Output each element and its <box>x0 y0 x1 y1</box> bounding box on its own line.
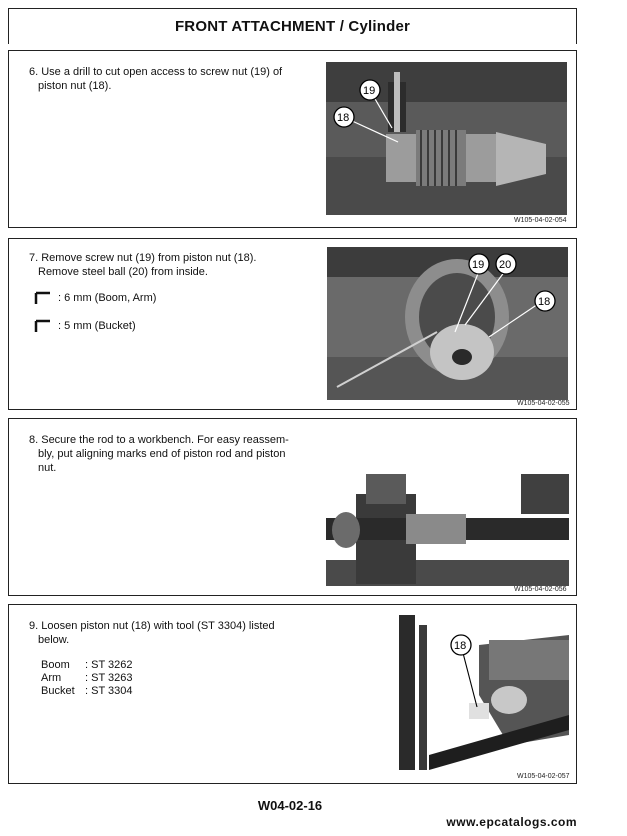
step-8-line-1: 8. Secure the rod to a workbench. For easy reassem- <box>29 434 289 446</box>
step-6-text <box>29 65 309 93</box>
step-panel-6 <box>8 50 577 228</box>
tool-row-arm <box>41 672 133 685</box>
spec-row-bucket <box>34 319 136 333</box>
tool-value: : ST 3304 <box>85 685 133 697</box>
callout-18 <box>334 107 354 127</box>
spec-row-boom-arm <box>34 291 156 305</box>
tool-list <box>41 659 133 698</box>
step-9-line-2: below. <box>38 634 70 646</box>
page-code: W04-02-16 <box>257 798 323 813</box>
step-7-photo-code: W105-04-02-055 <box>517 400 570 407</box>
page-header <box>8 8 577 44</box>
hex-wrench-icon <box>34 291 52 305</box>
svg-text:20: 20 <box>499 259 512 271</box>
step-panel-7 <box>8 238 577 410</box>
callout-19 <box>360 80 380 100</box>
tool-name: Arm <box>41 672 62 684</box>
step-7-line-1: 7. Remove screw nut (19) from piston nut (18). <box>29 252 257 264</box>
svg-text:18: 18 <box>337 112 350 124</box>
step-6-line-2: piston nut (18). <box>38 80 112 92</box>
tool-name: Boom <box>41 659 70 671</box>
spec-boom-arm: : 6 mm (Boom, Arm) <box>58 292 157 304</box>
step-6-photo-code: W105-04-02-054 <box>514 217 567 224</box>
tool-row-bucket <box>41 685 133 698</box>
step-panel-9 <box>8 604 577 784</box>
step-9-photo <box>389 615 569 770</box>
step-6-photo <box>326 62 567 215</box>
step-8-line-2: bly, put aligning marks end of piston rod and piston <box>38 448 286 460</box>
step-9-text <box>29 619 309 647</box>
step-8-photo <box>326 474 569 586</box>
tool-row-boom <box>41 659 133 672</box>
step-9-photo-code: W105-04-02-057 <box>517 773 570 780</box>
svg-text:19: 19 <box>472 259 485 271</box>
svg-text:18: 18 <box>538 296 551 308</box>
hex-wrench-icon <box>34 319 52 333</box>
step-7-text <box>29 251 309 279</box>
spec-bucket: : 5 mm (Bucket) <box>58 320 136 332</box>
callout-19 <box>469 254 489 274</box>
step-9-line-1: 9. Loosen piston nut (18) with tool (ST 3304) listed <box>29 620 275 632</box>
tool-value: : ST 3262 <box>85 659 133 671</box>
page-title: FRONT ATTACHMENT / Cylinder <box>174 18 411 35</box>
step-panel-8 <box>8 418 577 596</box>
step-8-line-3: nut. <box>38 462 57 474</box>
tool-name: Bucket <box>41 685 75 697</box>
step-6-line-1: 6. Use a drill to cut open access to screw nut (19) of <box>29 66 283 78</box>
step-7-line-2: Remove steel ball (20) from inside. <box>38 266 208 278</box>
callout-18 <box>535 291 555 311</box>
callout-20 <box>496 254 516 274</box>
callout-18 <box>451 635 471 655</box>
step-8-text <box>29 433 309 475</box>
step-8-photo-code: W105-04-02-056 <box>514 586 567 593</box>
step-7-photo <box>327 247 568 400</box>
svg-text:19: 19 <box>363 85 376 97</box>
tool-value: : ST 3263 <box>85 672 133 684</box>
svg-text:18: 18 <box>454 640 467 652</box>
watermark: www.epcatalogs.com <box>446 815 577 829</box>
